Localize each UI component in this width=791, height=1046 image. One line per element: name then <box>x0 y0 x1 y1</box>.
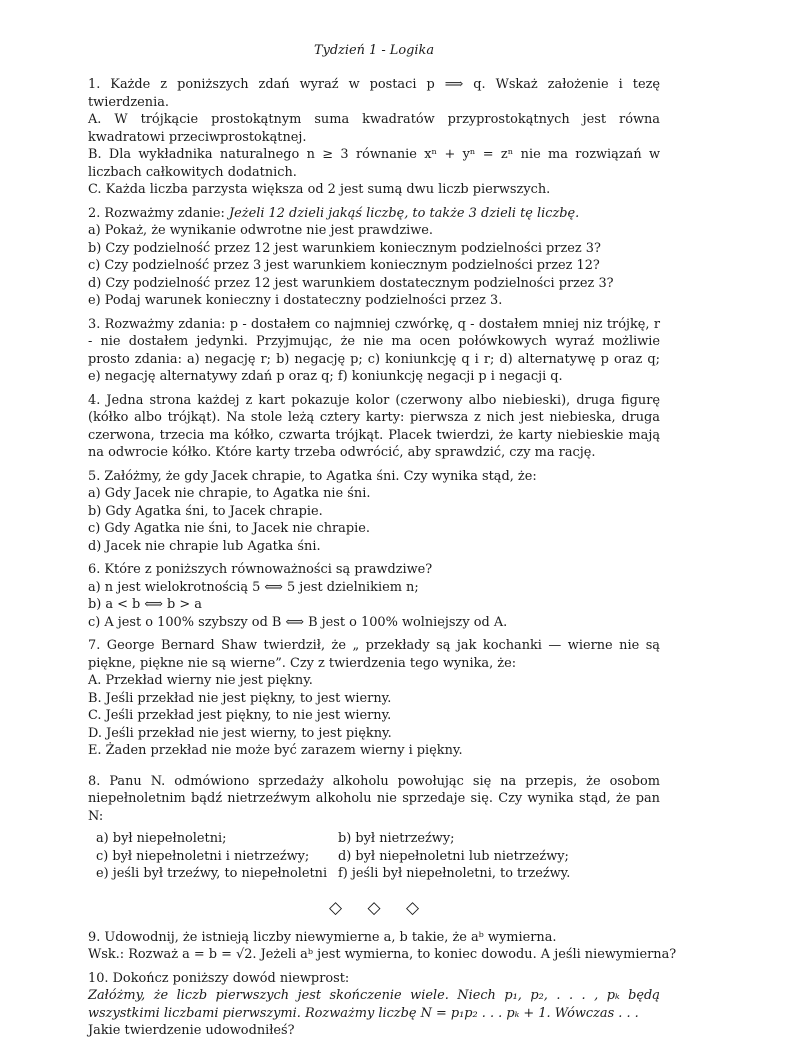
problem-7-item-d: D. Jeśli przekład nie jest wierny, to jest piękny. <box>88 725 392 741</box>
problem-1-intro: 1. Każde z poniższych zdań wyraź w postaci p ⟹ q. Wskaż założenie i tezę twierdzenia. <box>88 77 660 110</box>
diamond-icon: ◇ <box>405 897 420 918</box>
problem-8-item-f: f) jeśli był niepełnoletni, to trzeźwy. <box>338 866 571 881</box>
problem-8-item-b: b) był nietrzeźwy; <box>338 831 455 846</box>
problem-9 <box>88 929 677 964</box>
problem-8-item-c: c) był niepełnoletni i nietrzeźwy; <box>96 848 310 864</box>
problem-7-item-b: B. Jeśli przekład nie jest piękny, to jest wierny. <box>88 690 392 706</box>
problem-1-item-c: C. Każda liczba parzysta większa od 2 jest sumą dwu liczb pierwszych. <box>88 182 551 197</box>
problem-10-question: Jakie twierdzenie udowodniłeś? <box>88 1023 295 1038</box>
problem-3 <box>88 316 660 386</box>
problem-4-text: 4. Jedna strona każdej z kart pokazuje kolor (czerwony albo niebieski), druga figurę (kółko albo trójkąt). Na stole leżą cztery karty: pierwsza z nich jest niebieska, druga czerwona, trzecia ma kółko, czwarta trójkąt. Placek twierdzi, że karty niebieskie mają na odwrocie kółko. Które karty trzeba odwrócić, aby sprawdzić, czy ma rację. <box>88 392 660 460</box>
problem-2-intro <box>88 205 660 223</box>
problem-7-intro: 7. George Bernard Shaw twierdził, że „ przekłady są jak kochanki — wierne nie są piękne, piękne nie są wierne”. Czy z twierdzenia tego wynika, że: <box>88 638 660 671</box>
problem-8-item-a: a) był niepełnoletni; <box>96 831 227 846</box>
problem-6 <box>88 561 660 631</box>
problem-2-intro-statement: Jeżeli 12 dzieli jakąś liczbę, to także 3 dzieli tę liczbę. <box>229 205 580 221</box>
problem-7-item-a: A. Przekład wierny nie jest piękny. <box>88 673 313 688</box>
problem-5-item-c: c) Gdy Agatka nie śni, to Jacek nie chrapie. <box>88 521 370 536</box>
section-separator <box>88 897 660 919</box>
problem-2-intro-prefix: 2. Rozważmy zdanie: <box>88 205 229 221</box>
problem-5-item-a: a) Gdy Jacek nie chrapie, to Agatka nie śni. <box>88 486 371 501</box>
problem-7-item-c: C. Jeśli przekład jest piękny, to nie jest wierny. <box>88 708 392 723</box>
problem-2-item-a: a) Pokaż, że wynikanie odwrotne nie jest prawdziwe. <box>88 223 434 238</box>
problem-1-item-a: A. W trójkącie prostokątnym suma kwadratów przyprostokątnych jest równa kwadratowi przeciwprostokątnej. <box>88 112 660 145</box>
problem-2-item-b: b) Czy podzielność przez 12 jest warunkiem koniecznym podzielności przez 3? <box>88 240 601 256</box>
problem-8-options <box>96 830 660 883</box>
problem-8 <box>88 773 660 883</box>
problem-10-intro: 10. Dokończ poniższy dowód niewprost: <box>88 970 350 986</box>
problem-9-statement: 9. Udowodnij, że istnieją liczby niewymierne a, b takie, że aᵇ wymierna. <box>88 929 557 945</box>
problem-2-item-e: e) Podaj warunek konieczny i dostateczny podzielności przez 3. <box>88 293 503 308</box>
diamond-icon: ◇ <box>328 897 343 918</box>
problem-4 <box>88 392 660 462</box>
problem-8-item-d: d) był niepełnoletni lub nietrzeźwy; <box>338 848 569 864</box>
problem-6-item-c: c) A jest o 100% szybszy od B ⟺ B jest o 100% wolniejszy od A. <box>88 614 508 630</box>
problem-1 <box>88 76 660 199</box>
problem-10 <box>88 970 660 1040</box>
diamond-icon: ◇ <box>367 897 381 918</box>
document-content <box>88 41 677 1046</box>
problem-6-intro: 6. Które z poniższych równoważności są prawdziwe? <box>88 562 433 577</box>
problem-10-proof-text: Załóżmy, że liczb pierwszych jest skończenie wiele. Niech p₁, p₂, . . . , pₖ będą wszystkimi liczbami pierwszymi. Rozważmy liczbę N = p₁p₂ . . . pₖ + 1. Wówczas . . . <box>88 988 660 1021</box>
problem-3-text: 3. Rozważmy zdania: p - dostałem co najmniej czwórkę, q - dostałem mniej niz trójkę, r - nie dostałem jedynki. Przyjmując, że nie ma ocen połówkowych wyraź możliwie prosto zdania: a) negację r; b) negację p; c) koniunkcję q i r; d) alternatywę p oraz q; e) negację alternatywy zdań p oraz q; f) koniunkcję negacji p i negacji q. <box>88 316 660 384</box>
problem-5-intro: 5. Załóżmy, że gdy Jacek chrapie, to Agatka śni. Czy wynika stąd, że: <box>88 468 537 484</box>
problem-10-proof <box>88 987 660 1022</box>
problem-7 <box>88 637 660 760</box>
problem-1-item-b: B. Dla wykładnika naturalnego n ≥ 3 równanie xⁿ + yⁿ = zⁿ nie ma rozwiązań w liczbach całkowitych dodatnich. <box>88 147 660 180</box>
problem-5-item-d: d) Jacek nie chrapie lub Agatka śni. <box>88 538 321 554</box>
problem-8-intro: 8. Panu N. odmówiono sprzedaży alkoholu powołując się na przepis, że osobom niepełnoletnim bądź nietrzeźwym alkoholu nie sprzedaje się. Czy wynika stąd, że pan N: <box>88 773 660 824</box>
problem-9-hint: Wsk.: Rozważ a = b = √2. Jeżeli aᵇ jest wymierna, to koniec dowodu. A jeśli niewymierna? <box>88 947 677 962</box>
problem-8-item-e: e) jeśli był trzeźwy, to niepełnoletni <box>96 866 328 881</box>
page-title: Tydzień 1 - Logika <box>313 43 435 58</box>
problem-2-item-c: c) Czy podzielność przez 3 jest warunkiem koniecznym podzielności przez 12? <box>88 258 600 273</box>
problem-5-item-b: b) Gdy Agatka śni, to Jacek chrapie. <box>88 503 323 519</box>
problem-5 <box>88 468 660 556</box>
problem-6-item-a: a) n jest wielokrotnością 5 ⟺ 5 jest dzielnikiem n; <box>88 579 419 595</box>
problem-7-item-e: E. Żaden przekład nie może być zarazem wierny i piękny. <box>88 743 463 758</box>
problem-2-item-d: d) Czy podzielność przez 12 jest warunkiem dostatecznym podzielności przez 3? <box>88 275 614 291</box>
problem-6-item-b: b) a < b ⟺ b > a <box>88 597 202 612</box>
problem-2 <box>88 205 660 310</box>
